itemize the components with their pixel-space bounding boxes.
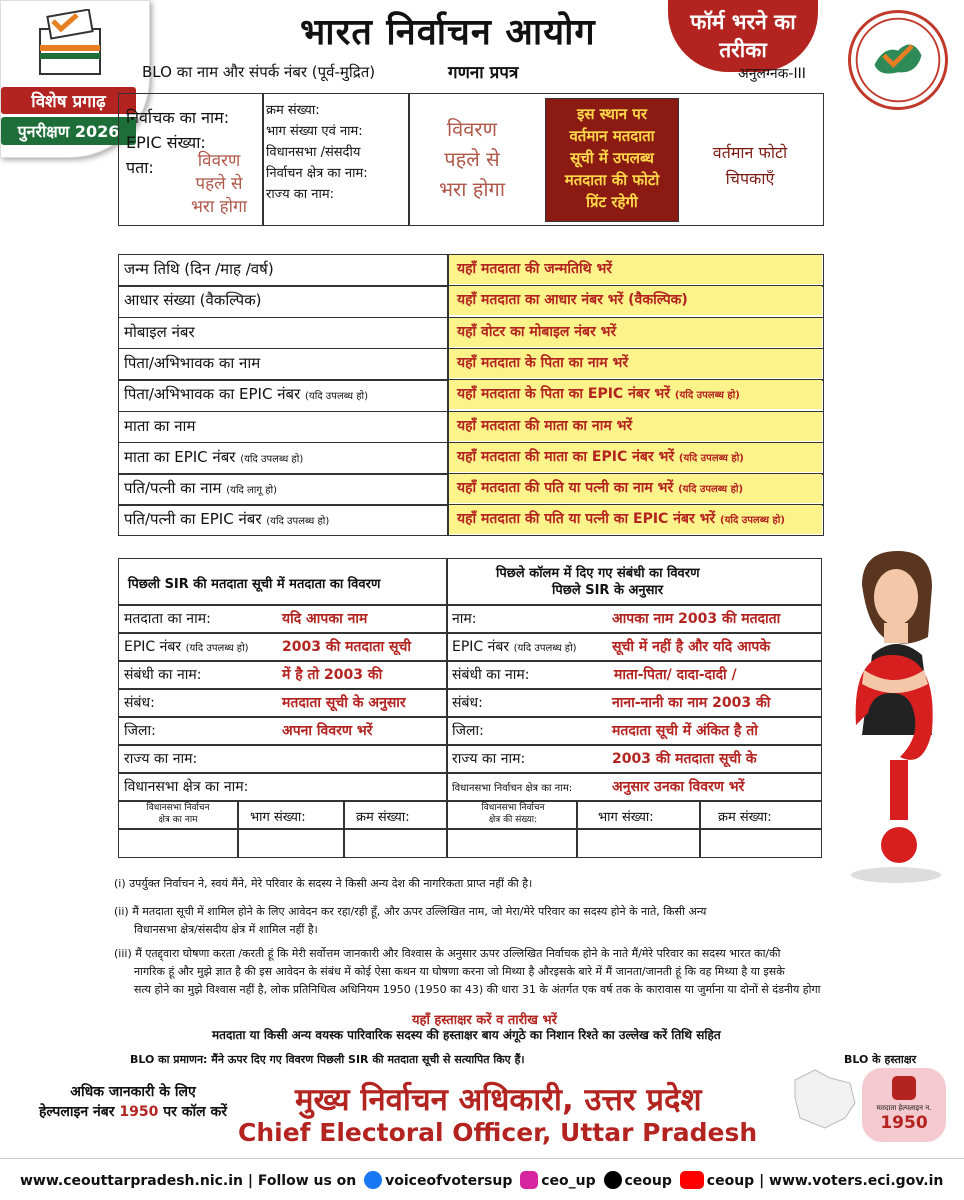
declaration-3a: (iii) मैं एतद्द्वारा घोषणा करता /करती हूं कि मेरी सर्वोत्तम जानकारी और विश्वास के अनुसार ऊपर उल्लिखित निर्वाचक होने के नाते मैं/मेरे परिवार का सदस्य भारत का/की [114, 947, 781, 960]
annexure-label: अनुलग्नक-III [738, 66, 806, 82]
ceo-title-hindi: मुख्य निर्वाचन अधिकारी, उत्तर प्रदेश [295, 1082, 702, 1118]
woman-question-mark-illustration [824, 545, 964, 890]
sir-left-label: विधानसभा क्षेत्र का नाम: [124, 779, 249, 795]
declaration-3c: सत्य होने का मुझे विश्वास नहीं है, लोक प्रतिनिधित्व अधिनियम 1950 (1950 का 43) की धारा 31 के अंतर्गत एक वर्ष तक के कारावास या जुर्माना या दोनों से दंडनीय होगा [134, 983, 821, 996]
detail-input[interactable]: यहाँ मतदाता के पिता का EPIC नंबर भरें (यदि उपलब्ध हो) [449, 380, 822, 409]
facebook-link[interactable]: voiceofvotersup [385, 1173, 513, 1189]
x-link[interactable]: ceoup [624, 1173, 672, 1189]
constituency-label: निर्वाचन क्षेत्र का नाम: [266, 166, 368, 181]
prefilled-note-2: विवरण पहले से भरा होगा [438, 117, 506, 201]
sir-left-label: EPIC नंबर (यदि उपलब्ध हो) [124, 639, 249, 655]
blo-signature-label[interactable]: BLO के हस्ताक्षर [844, 1053, 917, 1066]
sir-right-value[interactable]: अनुसार उनका विवरण भरें [612, 779, 745, 795]
sir-bottom-right-serial: क्रम संख्या: [718, 810, 772, 825]
sir-left-label: संबंध: [124, 695, 155, 711]
voters-website-link[interactable]: | www.voters.eci.gov.in [759, 1173, 944, 1189]
badge-line1: विशेष प्रगाढ़ [1, 87, 136, 114]
ceo-title-english: Chief Electoral Officer, Uttar Pradesh [238, 1118, 758, 1147]
facebook-icon [364, 1171, 382, 1189]
helpline-badge-number: 1950 [880, 1113, 928, 1133]
signature-note: मतदाता या किसी अन्य वयस्क पारिवारिक सदस्य की हस्ताक्षर बाय अंगूठे का निशान रिश्ते का उल्लेख करें तिथि सहित [212, 1028, 721, 1042]
sir-left-value[interactable]: 2003 की मतदाता सूची [282, 639, 411, 655]
detail-input[interactable]: यहाँ मतदाता की जन्मतिथि भरें [449, 255, 822, 284]
sir-bottom-right-part: भाग संख्या: [598, 810, 654, 825]
ceo-website-link[interactable]: www.ceouttarpradesh.nic.in [20, 1173, 243, 1189]
detail-label: पति/पत्नी का EPIC नंबर (यदि उपलब्ध हो) [124, 510, 330, 529]
sir-left-heading: पिछली SIR की मतदाता सूची में मतदाता का विवरण [128, 577, 381, 592]
sir-right-value[interactable]: मतदाता सूची में अंकित है तो [612, 723, 758, 739]
sir-right-label: नाम: [452, 611, 477, 627]
sir-left-label: संबंधी का नाम: [124, 667, 202, 683]
helpline-info: अधिक जानकारी के लिए हेल्पलाइन नंबर 1950 पर कॉल करें [38, 1084, 228, 1120]
sir-left-label: जिला: [124, 723, 156, 739]
footer-links-bar [0, 1158, 964, 1200]
howto-line1: फॉर्म भरने का [690, 10, 796, 34]
sir-right-value[interactable]: सूची में नहीं है और यदि आपके [612, 639, 771, 655]
paste-photo-area[interactable]: वर्तमान फोटो चिपकाएँ [712, 143, 788, 188]
detail-input[interactable]: यहाँ मतदाता की पति या पत्नी का नाम भरें (यदि उपलब्ध हो) [449, 474, 822, 503]
howto-line2: तरीका [719, 38, 767, 62]
helpline-badge-label: मतदाता हेल्पलाइन न. [876, 1104, 932, 1112]
sir-left-value[interactable]: में है तो 2003 की [282, 667, 383, 683]
serial-label: क्रम संख्या: [266, 103, 320, 118]
declaration-2a: (ii) मैं मतदाता सूची में शामिल होने के लिए आवेदन कर रहा/रही हूँ, और ऊपर उल्लिखित नाम, जो मेरा/मेरे परिवार का सदस्य होने के नाते, किसी अन्य [114, 905, 707, 918]
detail-label: जन्म तिथि (दिन /माह /वर्ष) [124, 260, 274, 278]
youtube-link[interactable]: ceoup [706, 1173, 755, 1189]
detail-input[interactable]: यहाँ मतदाता के पिता का नाम भरें [449, 349, 822, 378]
sir-bottom-left-serial: क्रम संख्या: [356, 810, 410, 825]
follow-label: | Follow us on [247, 1173, 357, 1189]
sir-right-heading-2: पिछले SIR के अनुसार [552, 583, 664, 598]
form-name: गणना प्रपत्र [448, 63, 519, 83]
state-label: राज्य का नाम: [266, 187, 335, 202]
detail-label: माता का नाम [124, 416, 196, 435]
detail-label: पिता/अभिभावक का EPIC नंबर (यदि उपलब्ध हो) [124, 385, 369, 404]
instagram-link[interactable]: ceo_up [541, 1173, 596, 1189]
detail-input[interactable]: यहाँ मतदाता का आधार नंबर भरें (वैकल्पिक) [449, 286, 822, 315]
sir-right-value[interactable]: नाना-नानी का नाम 2003 की [612, 695, 771, 711]
sir-right-label: जिला: [452, 723, 484, 739]
instagram-icon [520, 1171, 538, 1189]
phone-icon [892, 1076, 916, 1100]
sir-right-heading-1: पिछले कॉलम में दिए गए संबंधी का विवरण [496, 566, 700, 581]
page-title: भारत निर्वाचन आयोग [300, 12, 596, 53]
ceo-up-seal-icon [848, 10, 948, 110]
sir-left-value[interactable]: यदि आपका नाम [282, 611, 368, 627]
prefilled-note-1: विवरण पहले से भरा होगा [190, 151, 248, 217]
declaration-1: (i) उपर्युक्त निर्वाचन ने, स्वयं मैंने, मेरे परिवार के सदस्य ने किसी अन्य देश की नागरिकता प्राप्त नहीं की है। [114, 877, 533, 890]
sir-right-value[interactable]: आपका नाम 2003 की मतदाता [612, 611, 781, 627]
sir-right-value[interactable]: माता-पिता/ दादा-दादी / [614, 667, 737, 683]
sir-right-label: राज्य का नाम: [452, 751, 526, 767]
declaration-3b: नागरिक हूं और मुझे ज्ञात है की इस आवेदन के संबंध में कोई ऐसा कथन या घोषणा करना जो मिथ्या है औरइसके बारे में मैं जानता/जानती हूं कि वह मिथ्या है या इसके [134, 965, 785, 978]
detail-label: माता का EPIC नंबर (यदि उपलब्ध हो) [124, 447, 304, 466]
x-icon [604, 1171, 622, 1189]
sir-left-label: मतदाता का नाम: [124, 611, 211, 627]
detail-input[interactable]: यहाँ वोटर का मोबाइल नंबर भरें [449, 318, 822, 347]
detail-label: मोबाइल नंबर [124, 322, 195, 341]
declaration-2b: विधानसभा क्षेत्र/संसदीय क्षेत्र में शामिल नहीं है। [134, 923, 318, 936]
sir-right-label: संबंध: [452, 695, 483, 711]
sir-bottom-right-assembly: विधानसभा निर्वाचन क्षेत्र की संख्या: [481, 803, 545, 825]
ballot-box-logo-icon [15, 9, 125, 79]
blo-contact-label: BLO का नाम और संपर्क नंबर (पूर्व-मुद्रित) [142, 63, 376, 81]
sir-right-label: संबंधी का नाम: [452, 667, 530, 683]
sir-bottom-left-part: भाग संख्या: [250, 810, 306, 825]
sir-left-label: राज्य का नाम: [124, 751, 198, 767]
badge-line2: पुनरीक्षण 2026 [1, 117, 136, 145]
photo-print-area: इस स्थान पर वर्तमान मतदाता सूची में उपलब्ध मतदाता की फोटो प्रिंट रहेगी [545, 98, 679, 222]
detail-input[interactable]: यहाँ मतदाता की पति या पत्नी का EPIC नंबर भरें (यदि उपलब्ध हो) [449, 505, 822, 534]
blo-certification[interactable]: BLO का प्रमाणन: मैंने ऊपर दिए गए विवरण पिछली SIR की मतदाता सूची से सत्यापित किए हैं। [130, 1053, 525, 1066]
part-label: भाग संख्या एवं नाम: [266, 124, 363, 139]
detail-label: पिता/अभिभावक का नाम [124, 353, 261, 372]
assembly-label: विधानसभा /संसदीय [266, 145, 361, 160]
how-to-fill-banner [668, 0, 818, 72]
detail-input[interactable]: यहाँ मतदाता की माता का EPIC नंबर भरें (यदि उपलब्ध हो) [449, 443, 822, 472]
detail-label: पति/पत्नी का नाम (यदि लागू हो) [124, 479, 278, 498]
sir-left-value[interactable]: अपना विवरण भरें [282, 723, 373, 739]
sir-bottom-left-assembly: विधानसभा निर्वाचन क्षेत्र का नाम [146, 803, 210, 825]
detail-label: आधार संख्या (वैकल्पिक) [124, 291, 262, 310]
signature-cta: यहाँ हस्ताक्षर करें व तारीख भरें [412, 1013, 557, 1028]
address-label: पता: [126, 158, 154, 177]
youtube-icon [680, 1171, 704, 1189]
sir-right-label: विधानसभा निर्वाचन क्षेत्र का नाम: [452, 783, 573, 794]
sir-left-value[interactable]: मतदाता सूची के अनुसार [282, 695, 406, 711]
sir-right-label: EPIC नंबर (यदि उपलब्ध हो) [452, 639, 577, 655]
elector-name-label: निर्वाचक का नाम: [126, 108, 230, 127]
epic-label: EPIC संख्या: [126, 133, 206, 152]
sir-right-value[interactable]: 2003 की मतदाता सूची के [612, 751, 757, 767]
helpline-badge[interactable] [862, 1068, 946, 1142]
up-map-icon [790, 1060, 860, 1140]
detail-input[interactable]: यहाँ मतदाता की माता का नाम भरें [449, 412, 822, 441]
